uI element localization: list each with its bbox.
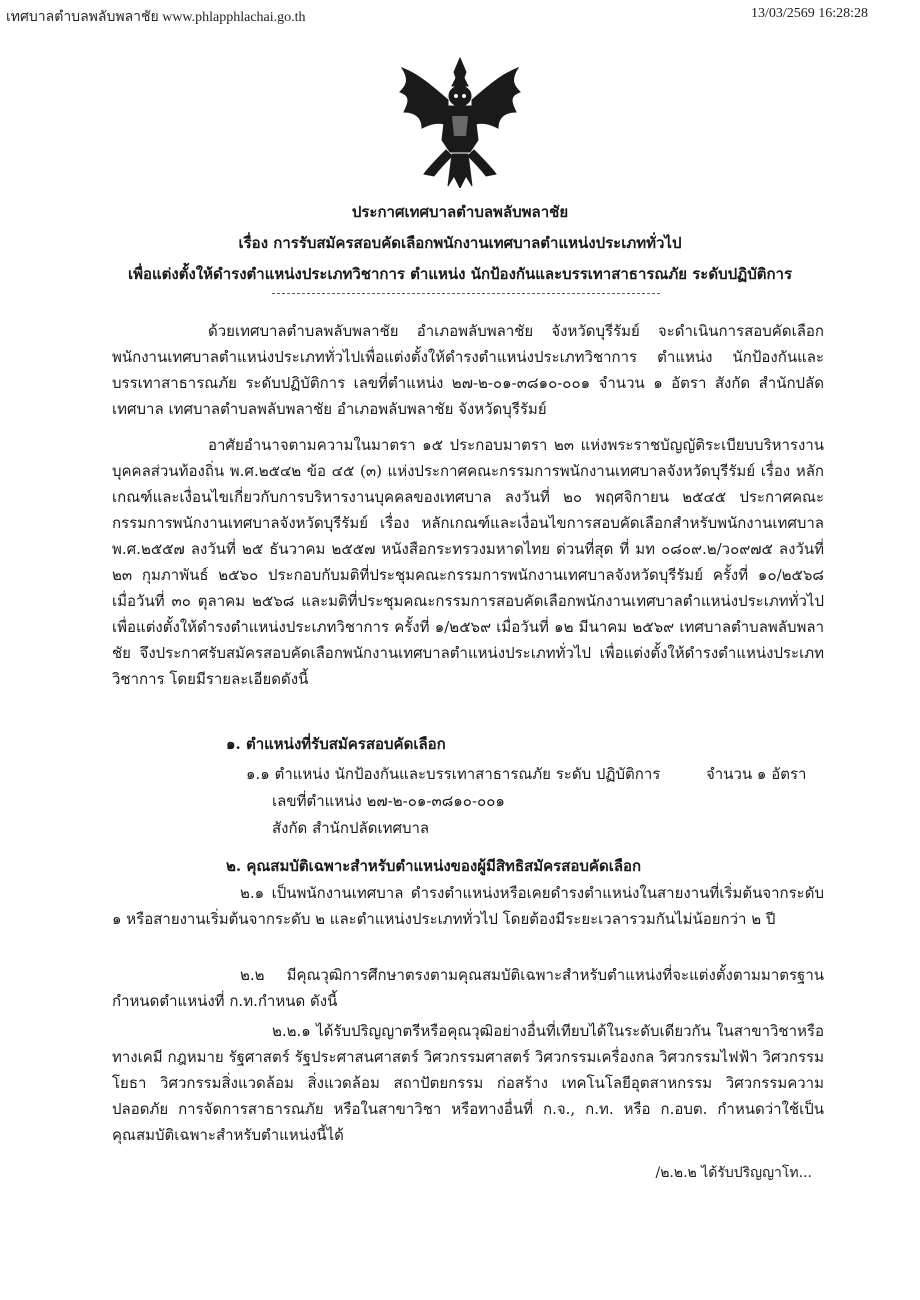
qualification-2-1: [112, 880, 824, 932]
section2-heading: ๒. คุณสมบัติเฉพาะสำหรับตำแหน่งของผู้มีสิทธิสมัครสอบคัดเลือก: [226, 857, 642, 875]
browser-header-left: เทศบาลตำบลพลับพลาชัย www.phlapphlachai.go.th: [6, 10, 306, 25]
paragraph-authority-text: อาศัยอำนาจตามความในมาตรา ๑๕ ประกอบมาตรา ๒๓ แห่งพระราชบัญญัติระเบียบบริหารงานบุคคลส่วนท้องถิ่น พ.ศ.๒๕๔๒ ข้อ ๔๕ (๓) แห่งประกาศคณะกรรมการพนักงานเทศบาลจังหวัดบุรีรัมย์ เรื่อง หลักเกณฑ์และเงื่อนไขเกี่ยวกับการบริหารงานบุคคลของเทศบาล ลงวันที่ ๒๐ พฤศจิกายน ๒๕๔๕ ประกาศคณะกรรมการพนักงานเทศบาลจังหวัดบุรีรัมย์ เรื่อง หลักเกณฑ์และเงื่อนไขการสอบคัดเลือกสำหรับพนักงานเทศบาล พ.ศ.๒๕๕๗ ลงวันที่ ๒๕ ธันวาคม ๒๕๕๗ หนังสือกระทรวงมหาดไทย ด่วนที่สุด ที่ มท ๐๘๐๙.๒/ว๐๙๗๕ ลงวันที่ ๒๓ กุมภาพันธ์ ๒๕๖๐ ประกอบกับมติที่ประชุมคณะกรรมการพนักงานเทศบาลจังหวัดบุรีรัมย์ ครั้งที่ ๑๐/๒๕๖๘ เมื่อวันที่ ๓๐ ตุลาคม ๒๕๖๘ และมติที่ประชุมคณะกรรมการสอบคัดเลือกพนักงานเทศบาลตำแหน่งประเภททั่วไปเพื่อแต่งตั้งให้ดำรงตำแหน่งประเภทวิชาการ ครั้งที่ ๑/๒๕๖๙ เมื่อวันที่ ๑๒ มีนาคม ๒๕๖๙ เทศบาลตำบลพลับพลาชัย จึงประกาศรับสมัครสอบคัดเลือกพนักงานเทศบาลตำแหน่งประเภททั่วไป เพื่อแต่งตั้งให้ดำรงตำแหน่งประเภทวิชาการ โดยมีรายละเอียดดังนี้: [112, 436, 824, 688]
paragraph-intro: [112, 318, 824, 422]
browser-header-datetime: 13/03/2569 16:28:28: [750, 6, 868, 21]
position-item: ๑.๑ ตำแหน่ง นักป้องกันและบรรเทาสาธารณภัย ระดับ ปฏิบัติการ: [246, 765, 661, 783]
section1-heading: ๑. ตำแหน่งที่รับสมัครสอบคัดเลือก: [226, 735, 446, 753]
position-number: เลขที่ตำแหน่ง ๒๗-๒-๐๑-๓๘๑๐-๐๐๑: [272, 792, 505, 810]
position-count: จำนวน ๑ อัตรา: [706, 765, 807, 783]
announcement-subject: เรื่อง การรับสมัครสอบคัดเลือกพนักงานเทศบาลตำแหน่งประเภททั่วไป: [238, 234, 682, 252]
qualification-2-2: [112, 962, 824, 1014]
continuation-marker: /๒.๒.๒ ได้รับปริญญาโท...: [655, 1165, 812, 1181]
announcement-subject-line2: เพื่อแต่งตั้งให้ดำรงตำแหน่งประเภทวิชาการ ตำแหน่ง นักป้องกันและบรรเทาสาธารณภัย ระดับปฏิบัติการ: [127, 265, 793, 283]
announcement-title: ประกาศเทศบาลตำบลพลับพลาชัย: [351, 203, 569, 221]
qualification-2-1-text: ๒.๑ เป็นพนักงานเทศบาล ดำรงตำแหน่งหรือเคยดำรงตำแหน่งในสายงานที่เริ่มต้นจากระดับ ๑ หรือสายงานเริ่มต้นจากระดับ ๒ และตำแหน่งประเภททั่วไป โดยต้องมีระยะเวลารวมกันไม่น้อยกว่า ๒ ปี: [112, 884, 824, 928]
title-divider: [272, 293, 660, 294]
paragraph-authority: [112, 432, 824, 692]
qualification-2-2-1: [112, 1018, 824, 1148]
position-department: สังกัด สำนักปลัดเทศบาล: [272, 819, 430, 837]
qualification-2-2-1-text: ๒.๒.๑ ได้รับปริญญาตรีหรือคุณวุฒิอย่างอื่นที่เทียบได้ในระดับเดียวกัน ในสาขาวิชาหรือทางเคมี กฎหมาย รัฐศาสตร์ รัฐประศาสนศาสตร์ วิศวกรรมศาสตร์ วิศวกรรมเครื่องกล วิศวกรรมไฟฟ้า วิศวกรรมโยธา วิศวกรรมสิ่งแวดล้อม สิ่งแวดล้อม สถาปัตยกรรม ก่อสร้าง เทคโนโลยีอุตสาหกรรม วิศวกรรมความปลอดภัย การจัดการสาธารณภัย หรือในสาขาวิชา หรือทางอื่นที่ ก.จ., ก.ท. หรือ ก.อบต. กำหนดว่าใช้เป็นคุณสมบัติเฉพาะสำหรับตำแหน่งนี้ได้: [112, 1022, 824, 1144]
qualification-2-2-text: ๒.๒ มีคุณวุฒิการศึกษาตรงตามคุณสมบัติเฉพาะสำหรับตำแหน่งที่จะแต่งตั้งตามมาตรฐานกำหนดตำแหน่งที่ ก.ท.กำหนด ดังนี้: [112, 966, 824, 1010]
garuda-emblem-icon: [396, 56, 524, 188]
paragraph-intro-text: ด้วยเทศบาลตำบลพลับพลาชัย อำเภอพลับพลาชัย จังหวัดบุรีรัมย์ จะดำเนินการสอบคัดเลือกพนักงานเทศบาลตำแหน่งประเภททั่วไปเพื่อแต่งตั้งให้ดำรงตำแหน่งประเภทวิชาการ ตำแหน่ง นักป้องกันและบรรเทาสาธารณภัย ระดับปฏิบัติการ เลขที่ตำแหน่ง ๒๗-๒-๐๑-๓๘๑๐-๐๐๑ จำนวน ๑ อัตรา สังกัด สำนักปลัดเทศบาล เทศบาลตำบลพลับพลาชัย อำเภอพลับพลาชัย จังหวัดบุรีรัมย์: [112, 322, 824, 418]
